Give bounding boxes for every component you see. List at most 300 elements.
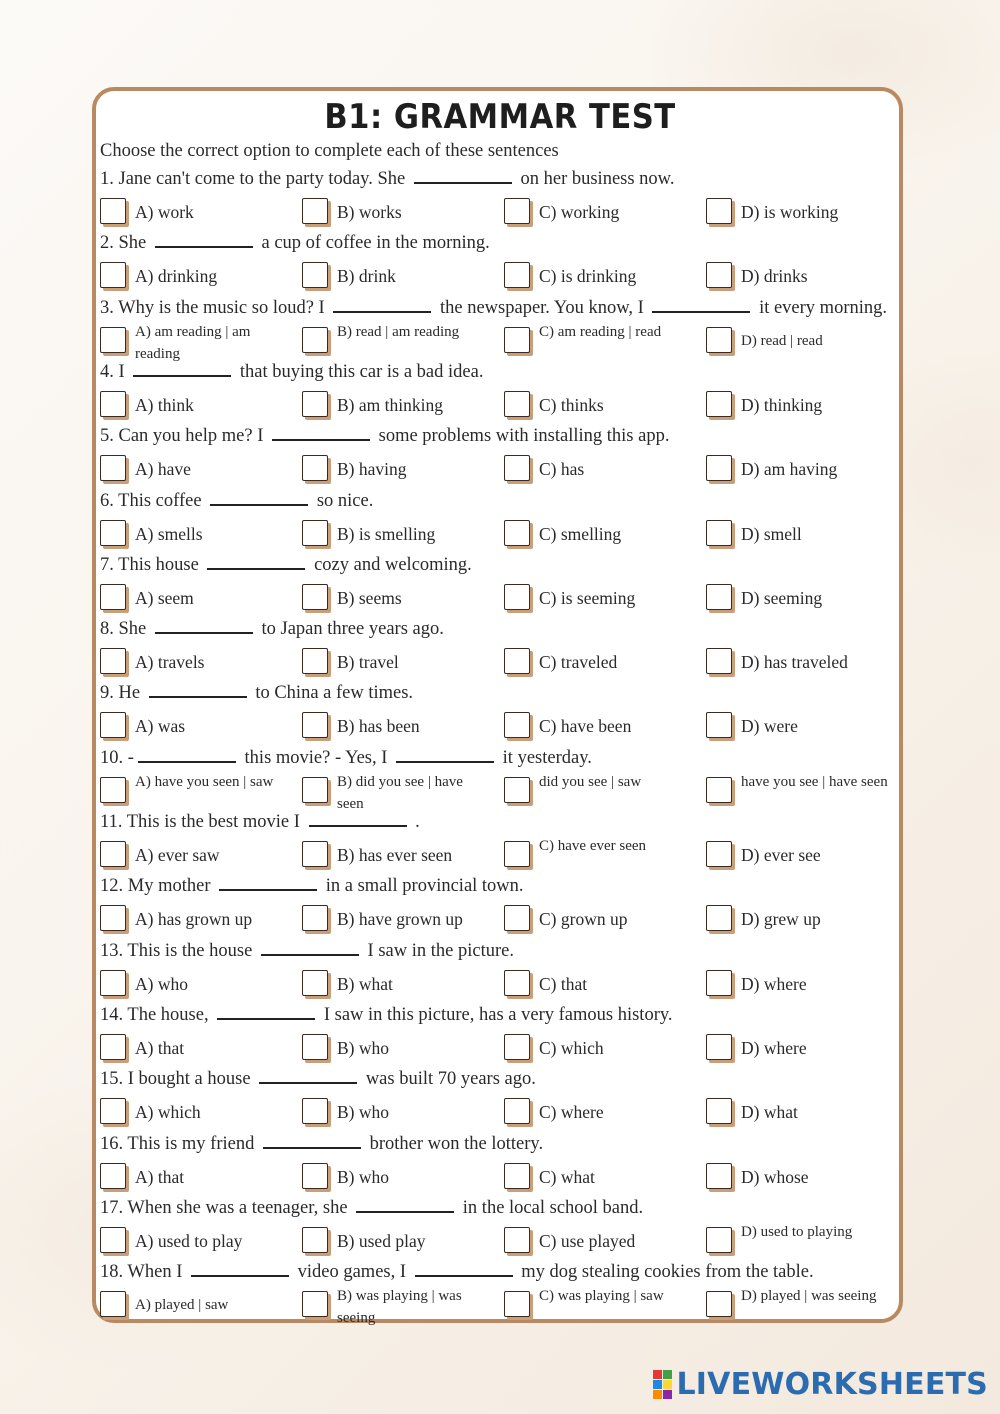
checkbox-icon[interactable] — [504, 1034, 530, 1060]
option-d[interactable] — [706, 1028, 902, 1068]
options-row — [100, 192, 900, 232]
option-c[interactable] — [504, 192, 700, 232]
option-label: B) has ever seen — [337, 845, 453, 865]
option-label: C) grown up — [539, 909, 628, 930]
question-text — [100, 361, 483, 383]
option-label: D) is working — [741, 202, 839, 222]
checkbox-icon[interactable] — [100, 327, 126, 353]
option-d[interactable] — [706, 835, 902, 875]
checkbox-icon[interactable] — [706, 520, 732, 546]
checkbox-icon[interactable] — [100, 262, 126, 288]
checkbox-icon[interactable] — [302, 584, 328, 610]
option-c[interactable] — [504, 1092, 700, 1132]
question-text-part: 2. She — [100, 233, 151, 254]
option-label: C) is seeming — [539, 587, 636, 608]
checkbox-icon[interactable] — [302, 712, 328, 738]
question-6 — [100, 490, 900, 554]
checkbox-icon[interactable] — [302, 841, 328, 867]
checkbox-icon[interactable] — [302, 905, 328, 931]
checkbox-icon[interactable] — [302, 970, 328, 996]
question-text-part: it every morning. — [754, 297, 887, 318]
checkbox-icon[interactable] — [706, 777, 732, 803]
question-text-part: so nice. — [312, 490, 374, 511]
option-d[interactable] — [706, 1221, 902, 1261]
checkbox-icon[interactable] — [706, 262, 732, 288]
option-label: A) am reading | am reading — [135, 323, 251, 362]
question-text-part: in the local school band. — [458, 1197, 644, 1218]
option-a[interactable] — [100, 1028, 296, 1068]
checkbox-icon[interactable] — [100, 648, 126, 674]
option-c[interactable] — [504, 578, 700, 618]
option-label: D) drinks — [741, 266, 808, 287]
option-c[interactable] — [504, 642, 700, 682]
option-b[interactable] — [302, 385, 498, 425]
option-label: B) having — [337, 459, 407, 480]
checkbox-icon[interactable] — [302, 1163, 328, 1189]
option-c[interactable] — [504, 321, 700, 361]
options-row — [100, 835, 900, 875]
option-a[interactable] — [100, 964, 296, 1004]
option-b[interactable] — [302, 578, 498, 618]
option-a[interactable] — [100, 771, 296, 811]
option-label: D) used to playing — [741, 1223, 853, 1240]
question-text — [100, 811, 420, 833]
question-text-part: 1. Jane can't come to the party today. She — [100, 169, 410, 189]
question-text-part: cozy and welcoming. — [309, 554, 472, 575]
checkbox-icon[interactable] — [706, 584, 732, 610]
question-text-part: in a small provincial town. — [321, 876, 524, 897]
checkbox-icon[interactable] — [504, 327, 530, 353]
option-a[interactable] — [100, 642, 296, 682]
option-label: did you see | saw — [539, 773, 642, 790]
checkbox-icon[interactable] — [302, 391, 328, 417]
liveworksheets-brand — [653, 1367, 988, 1402]
option-d[interactable] — [706, 321, 902, 361]
checkbox-icon[interactable] — [706, 905, 732, 931]
answer-blank — [219, 875, 317, 891]
question-text-part: was built 70 years ago. — [361, 1069, 536, 1090]
question-1 — [100, 168, 900, 232]
checkbox-icon[interactable] — [302, 520, 328, 546]
option-label: D) grew up — [741, 909, 821, 930]
option-b[interactable] — [302, 1285, 498, 1325]
checkbox-icon[interactable] — [100, 520, 126, 546]
option-a[interactable] — [100, 835, 296, 875]
checkbox-icon[interactable] — [706, 1034, 732, 1060]
brand-text: LIVEWORKSHEETS — [676, 1367, 988, 1402]
option-label: B) travel — [337, 652, 399, 673]
answer-blank — [272, 425, 370, 441]
option-label: A) ever saw — [135, 845, 220, 865]
question-text — [100, 297, 887, 319]
checkbox-icon[interactable] — [302, 777, 328, 803]
option-c[interactable] — [504, 706, 700, 746]
option-a[interactable] — [100, 899, 296, 939]
option-label: D) where — [741, 1037, 807, 1058]
option-d[interactable] — [706, 964, 902, 1004]
logo-square — [653, 1390, 662, 1399]
option-b[interactable] — [302, 706, 498, 746]
question-text-part: I saw in the picture. — [362, 940, 514, 961]
option-label: C) traveled — [539, 652, 618, 673]
answer-blank — [333, 297, 431, 313]
option-label: A) smells — [135, 523, 203, 544]
checkbox-icon[interactable] — [100, 455, 126, 481]
question-text-part: 18. When I — [100, 1262, 187, 1283]
question-14 — [100, 1004, 900, 1068]
checkbox-icon[interactable] — [100, 712, 126, 738]
checkbox-icon[interactable] — [302, 455, 328, 481]
answer-blank — [396, 747, 494, 763]
option-c[interactable] — [504, 1221, 700, 1261]
option-c[interactable] — [504, 771, 700, 811]
question-text — [100, 875, 524, 897]
option-d[interactable] — [706, 642, 902, 682]
question-text — [100, 1004, 673, 1026]
option-label: C) thinks — [539, 394, 604, 415]
option-label: D) where — [741, 973, 807, 994]
worksheet-instruction: Choose the correct option to complete each of these sentences — [100, 141, 559, 161]
question-text-part: I saw in this picture, has a very famous history. — [319, 1004, 673, 1025]
question-text — [100, 618, 444, 640]
option-label: A) played | saw — [135, 1297, 229, 1314]
question-16 — [100, 1133, 900, 1197]
question-text-part: 16. This is my friend — [100, 1133, 259, 1154]
option-a[interactable] — [100, 578, 296, 618]
option-label: C) working — [539, 202, 620, 222]
checkbox-icon[interactable] — [706, 648, 732, 674]
option-a[interactable] — [100, 1157, 296, 1197]
question-2 — [100, 232, 900, 296]
question-12 — [100, 875, 900, 939]
checkbox-icon[interactable] — [504, 1163, 530, 1189]
checkbox-icon[interactable] — [504, 584, 530, 610]
checkbox-icon[interactable] — [302, 198, 328, 224]
worksheet-title: B1: GRAMMAR TEST — [324, 97, 676, 137]
options-row — [100, 578, 900, 618]
question-text-part: 15. I bought a house — [100, 1069, 256, 1090]
option-label: A) has grown up — [135, 909, 253, 930]
answer-blank — [652, 297, 750, 313]
question-text-part: 14. The house, — [100, 1004, 214, 1025]
option-label: B) am thinking — [337, 394, 443, 415]
option-c[interactable] — [504, 835, 700, 875]
option-b[interactable] — [302, 321, 498, 361]
question-5 — [100, 425, 900, 489]
question-3 — [100, 297, 900, 361]
question-text-part: 11. This is the best movie I — [100, 812, 305, 832]
question-text — [100, 1261, 814, 1283]
option-d[interactable] — [706, 1157, 902, 1197]
question-text-part: 6. This coffee — [100, 490, 207, 511]
option-label: C) was playing | saw — [539, 1288, 664, 1305]
option-label: B) used play — [337, 1230, 426, 1251]
option-label: C) which — [539, 1037, 604, 1058]
checkbox-icon[interactable] — [100, 1163, 126, 1189]
answer-blank — [133, 361, 231, 377]
question-text — [100, 1197, 643, 1219]
option-b[interactable] — [302, 899, 498, 939]
answer-blank — [259, 1068, 357, 1084]
option-label: B) has been — [337, 716, 420, 737]
checkbox-icon[interactable] — [302, 1291, 328, 1317]
option-label: B) have grown up — [337, 909, 463, 930]
options-row — [100, 1157, 900, 1197]
question-8 — [100, 618, 900, 682]
question-text-part: a cup of coffee in the morning. — [256, 233, 490, 254]
option-label: C) have been — [539, 716, 632, 737]
checkbox-icon[interactable] — [504, 905, 530, 931]
logo-square — [663, 1380, 672, 1389]
question-text-part: it yesterday. — [498, 747, 592, 768]
question-text-part: that buying this car is a bad idea. — [235, 361, 484, 382]
option-c[interactable] — [504, 385, 700, 425]
checkbox-icon[interactable] — [504, 198, 530, 224]
option-label: D) thinking — [741, 394, 823, 415]
option-label: B) who — [337, 1102, 390, 1123]
checkbox-icon[interactable] — [100, 841, 126, 867]
option-b[interactable] — [302, 964, 498, 1004]
option-label: C) smelling — [539, 523, 622, 544]
option-label: A) used to play — [135, 1230, 243, 1251]
option-label: A) think — [135, 394, 194, 415]
option-a[interactable] — [100, 1221, 296, 1261]
question-text-part: to China a few times. — [250, 683, 414, 704]
checkbox-icon[interactable] — [504, 262, 530, 288]
checkbox-icon[interactable] — [504, 648, 530, 674]
option-a[interactable] — [100, 192, 296, 232]
option-b[interactable] — [302, 514, 498, 554]
checkbox-icon[interactable] — [302, 648, 328, 674]
options-row — [100, 385, 900, 425]
option-label: A) was — [135, 716, 186, 737]
checkbox-icon[interactable] — [706, 1163, 732, 1189]
option-label: D) am having — [741, 459, 838, 480]
checkbox-icon[interactable] — [100, 970, 126, 996]
checkbox-icon[interactable] — [302, 1034, 328, 1060]
option-c[interactable] — [504, 899, 700, 939]
option-c[interactable] — [504, 964, 700, 1004]
question-text — [100, 1068, 536, 1090]
checkbox-icon[interactable] — [100, 777, 126, 803]
option-label: B) read | am reading — [337, 323, 460, 340]
checkbox-icon[interactable] — [706, 712, 732, 738]
question-text-part: 3. Why is the music so loud? I — [100, 297, 330, 318]
checkbox-icon[interactable] — [100, 584, 126, 610]
checkbox-icon[interactable] — [504, 777, 530, 803]
checkbox-icon[interactable] — [706, 1227, 732, 1253]
question-10 — [100, 747, 900, 811]
checkbox-icon[interactable] — [706, 1291, 732, 1317]
option-d[interactable] — [706, 514, 902, 554]
answer-blank — [356, 1197, 454, 1213]
option-d[interactable] — [706, 1285, 902, 1325]
option-label: D) ever see — [741, 845, 821, 865]
option-a[interactable] — [100, 1285, 296, 1325]
checkbox-icon[interactable] — [302, 1227, 328, 1253]
question-18 — [100, 1261, 900, 1325]
option-label: C) has — [539, 459, 585, 480]
question-text-part: 9. He — [100, 683, 145, 704]
question-11 — [100, 811, 900, 875]
checkbox-icon[interactable] — [504, 1227, 530, 1253]
option-label: C) am reading | read — [539, 323, 662, 340]
option-b[interactable] — [302, 771, 498, 811]
answer-blank — [415, 1261, 513, 1277]
option-d[interactable] — [706, 192, 902, 232]
options-row — [100, 1092, 900, 1132]
option-c[interactable] — [504, 449, 700, 489]
question-text — [100, 940, 514, 962]
option-b[interactable] — [302, 1092, 498, 1132]
question-text-part: video games, I — [293, 1262, 411, 1283]
question-text — [100, 682, 413, 704]
question-text-part: 4. I — [100, 361, 130, 382]
option-label: C) is drinking — [539, 266, 637, 287]
option-a[interactable] — [100, 1092, 296, 1132]
option-label: A) which — [135, 1102, 201, 1123]
question-text-part: 8. She — [100, 619, 151, 640]
option-label: A) have you seen | saw — [135, 773, 274, 790]
option-label: C) that — [539, 973, 588, 994]
option-c[interactable] — [504, 256, 700, 296]
option-b[interactable] — [302, 192, 498, 232]
checkbox-icon[interactable] — [100, 1034, 126, 1060]
answer-blank — [263, 1133, 361, 1149]
answer-blank — [191, 1261, 289, 1277]
option-a[interactable] — [100, 321, 296, 361]
option-d[interactable] — [706, 256, 902, 296]
checkbox-icon[interactable] — [100, 391, 126, 417]
option-a[interactable] — [100, 706, 296, 746]
option-label: B) is smelling — [337, 523, 436, 544]
question-text-part: my dog stealing cookies from the table. — [516, 1262, 814, 1283]
checkbox-icon[interactable] — [504, 970, 530, 996]
answer-blank — [149, 682, 247, 698]
option-label: B) who — [337, 1166, 390, 1187]
option-label: A) have — [135, 459, 191, 480]
option-label: D) seeming — [741, 587, 823, 608]
option-c[interactable] — [504, 1157, 700, 1197]
option-a[interactable] — [100, 449, 296, 489]
option-b[interactable] — [302, 642, 498, 682]
answer-blank — [138, 747, 236, 763]
option-label: B) drink — [337, 266, 396, 287]
answer-blank — [414, 168, 512, 184]
option-c[interactable] — [504, 514, 700, 554]
question-text-part: 5. Can you help me? I — [100, 426, 268, 447]
option-label: C) have ever seen — [539, 838, 647, 854]
option-label: B) what — [337, 973, 393, 994]
options-row — [100, 899, 900, 939]
checkbox-icon[interactable] — [706, 841, 732, 867]
checkbox-icon[interactable] — [504, 455, 530, 481]
checkbox-icon[interactable] — [504, 841, 530, 867]
options-row — [100, 964, 900, 1004]
question-15 — [100, 1068, 900, 1132]
option-label: A) travels — [135, 652, 205, 673]
options-row — [100, 514, 900, 554]
checkbox-icon[interactable] — [100, 198, 126, 224]
question-text — [100, 232, 490, 254]
option-d[interactable] — [706, 706, 902, 746]
question-17 — [100, 1197, 900, 1261]
options-row — [100, 771, 900, 811]
checkbox-icon[interactable] — [706, 1098, 732, 1124]
option-label: D) smell — [741, 523, 802, 544]
option-a[interactable] — [100, 514, 296, 554]
option-label: D) has traveled — [741, 652, 848, 673]
options-row — [100, 449, 900, 489]
answer-blank — [155, 618, 253, 634]
option-label: D) what — [741, 1102, 798, 1123]
checkbox-icon[interactable] — [100, 1098, 126, 1124]
option-d[interactable] — [706, 771, 902, 811]
option-label: B) who — [337, 1037, 390, 1058]
option-b[interactable] — [302, 1157, 498, 1197]
option-b[interactable] — [302, 835, 498, 875]
question-text — [100, 554, 472, 576]
answer-blank — [261, 940, 359, 956]
option-label: A) that — [135, 1166, 185, 1187]
options-row — [100, 1221, 900, 1261]
option-b[interactable] — [302, 1221, 498, 1261]
options-row — [100, 1028, 900, 1068]
checkbox-icon[interactable] — [504, 391, 530, 417]
option-b[interactable] — [302, 449, 498, 489]
checkbox-icon[interactable] — [302, 1098, 328, 1124]
answer-blank — [155, 232, 253, 248]
logo-square — [663, 1390, 672, 1399]
option-d[interactable] — [706, 578, 902, 618]
checkbox-icon[interactable] — [706, 970, 732, 996]
checkbox-icon[interactable] — [504, 1291, 530, 1317]
question-9 — [100, 682, 900, 746]
option-label: A) seem — [135, 587, 194, 608]
question-text — [100, 1133, 543, 1155]
option-d[interactable] — [706, 899, 902, 939]
option-d[interactable] — [706, 449, 902, 489]
option-b[interactable] — [302, 1028, 498, 1068]
checkbox-icon[interactable] — [100, 905, 126, 931]
option-c[interactable] — [504, 1285, 700, 1325]
checkbox-icon[interactable] — [706, 455, 732, 481]
checkbox-icon[interactable] — [100, 1291, 126, 1317]
option-d[interactable] — [706, 1092, 902, 1132]
checkbox-icon[interactable] — [302, 262, 328, 288]
question-text — [100, 747, 592, 769]
checkbox-icon[interactable] — [504, 1098, 530, 1124]
option-label: have you see | have seen — [741, 773, 888, 790]
option-d[interactable] — [706, 385, 902, 425]
option-b[interactable] — [302, 256, 498, 296]
options-row — [100, 642, 900, 682]
checkbox-icon[interactable] — [100, 1227, 126, 1253]
question-text — [100, 425, 669, 447]
logo-square — [653, 1380, 662, 1389]
checkbox-icon[interactable] — [504, 712, 530, 738]
checkbox-icon[interactable] — [706, 198, 732, 224]
option-c[interactable] — [504, 1028, 700, 1068]
option-a[interactable] — [100, 256, 296, 296]
option-label: D) read | read — [741, 332, 823, 349]
checkbox-icon[interactable] — [706, 327, 732, 353]
checkbox-icon[interactable] — [504, 520, 530, 546]
checkbox-icon[interactable] — [302, 327, 328, 353]
option-a[interactable] — [100, 385, 296, 425]
checkbox-icon[interactable] — [706, 391, 732, 417]
answer-blank — [207, 554, 305, 570]
